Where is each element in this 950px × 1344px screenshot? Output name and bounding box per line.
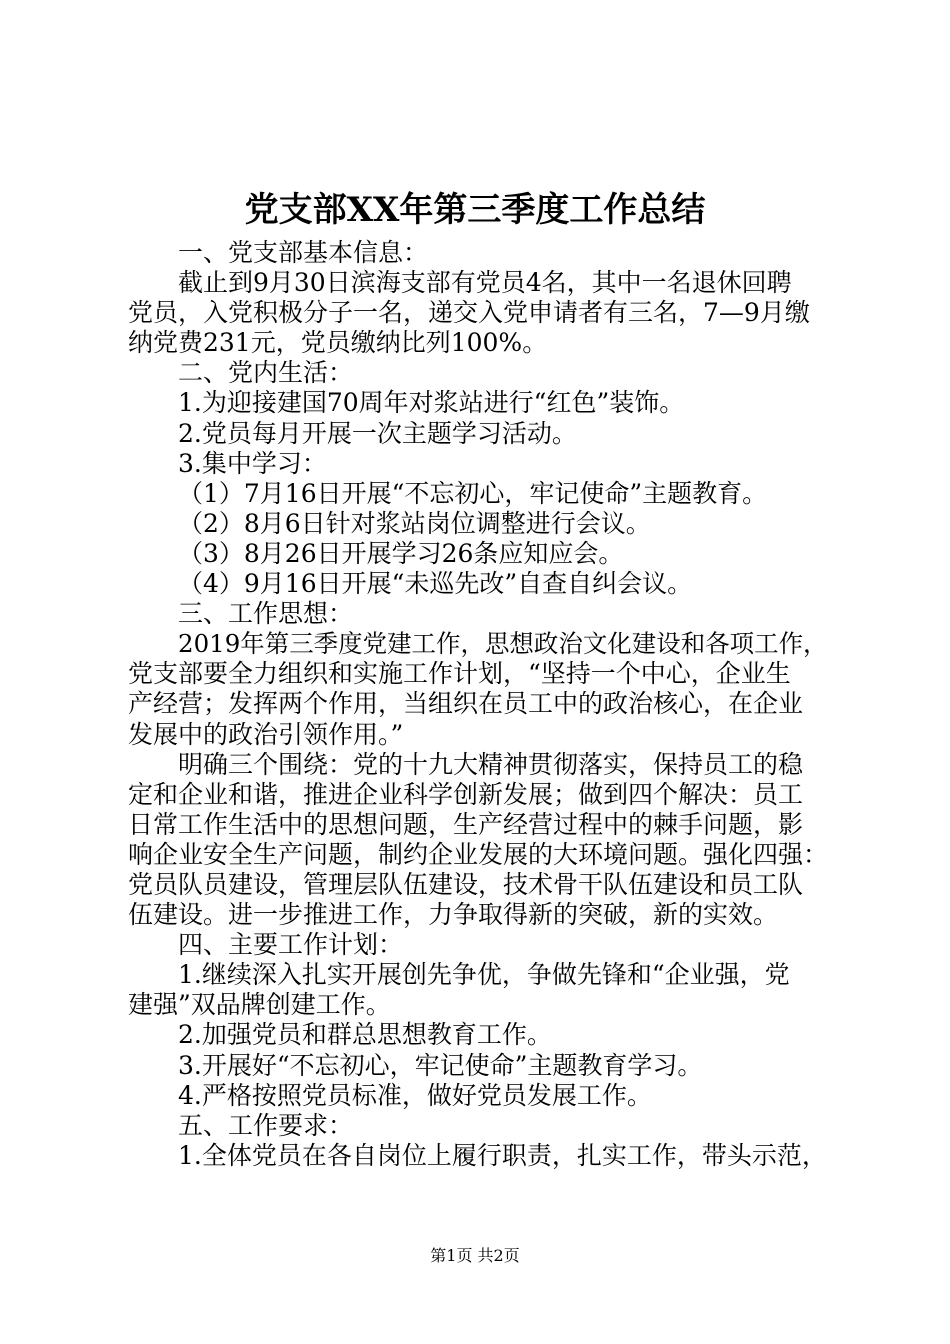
page-footer: 第1页 共2页 bbox=[430, 1246, 520, 1265]
paragraph-line: 五、工作要求： bbox=[178, 1110, 354, 1140]
paragraph-line: 截止到9月30日滨海支部有党员4名，其中一名退休回聘 bbox=[178, 268, 792, 298]
paragraph-line: 2.加强党员和群总思想教育工作。 bbox=[178, 1020, 552, 1050]
paragraph-line: 1.全体党员在各自岗位上履行职责，扎实工作，带头示范， bbox=[178, 1140, 827, 1170]
paragraph-line: （2）8月6日针对浆站岗位调整进行会议。 bbox=[178, 508, 651, 538]
paragraph-line: 明确三个围绕：党的十九大精神贯彻落实，保持员工的稳 bbox=[178, 749, 804, 779]
paragraph-line: 纳党费231元，党员缴纳比列100%。 bbox=[128, 328, 548, 358]
paragraph-line: 3.集中学习： bbox=[178, 448, 327, 478]
paragraph-line: 建强”双品牌创建工作。 bbox=[128, 990, 391, 1020]
document-title: 党支部XX年第三季度工作总结 bbox=[244, 190, 706, 230]
paragraph-line: 党支部要全力组织和实施工作计划，“坚持一个中心，企业生 bbox=[128, 659, 791, 689]
paragraph-line: 一、党支部基本信息： bbox=[178, 238, 429, 267]
paragraph-line: 伍建设。进一步推进工作，力争取得新的突破，新的实效。 bbox=[128, 900, 779, 930]
paragraph-line: 日常工作生活中的思想问题，生产经营过程中的棘手问题，影 bbox=[128, 809, 804, 839]
paragraph-line: （4）9月16日开展“未巡先改”自查自纠会议。 bbox=[178, 569, 693, 599]
paragraph-line: 2.党员每月开展一次主题学习活动。 bbox=[178, 418, 577, 448]
paragraph-line: 发展中的政治引领作用。” bbox=[128, 719, 404, 749]
paragraph-line: 定和企业和谐，推进企业科学创新发展；做到四个解决：员工 bbox=[128, 779, 804, 809]
paragraph-line: （3）8月26日开展学习26条应知应会。 bbox=[178, 538, 624, 568]
paragraph-line: 四、主要工作计划： bbox=[178, 930, 404, 960]
paragraph-line: 3.开展好“不忘初心，牢记使命”主题教育学习。 bbox=[178, 1050, 703, 1080]
paragraph-line: 1.为迎接建国70周年对浆站进行“红色”装饰。 bbox=[178, 388, 685, 418]
paragraph-line: 2019年第三季度党建工作，思想政治文化建设和各项工作， bbox=[178, 629, 828, 659]
paragraph-line: 产经营；发挥两个作用，当组织在员工中的政治核心，在企业 bbox=[128, 689, 804, 719]
paragraph-line: 三、工作思想： bbox=[178, 599, 354, 629]
paragraph-line: 党员队员建设，管理层队伍建设，技术骨干队伍建设和员工队 bbox=[128, 869, 804, 899]
paragraph-line: 二、党内生活： bbox=[178, 358, 354, 388]
paragraph-line: 1.继续深入扎实开展创先争优，争做先锋和“企业强，党 bbox=[178, 960, 790, 990]
paragraph-line: （1）7月16日开展“不忘初心，牢记使命”主题教育。 bbox=[178, 478, 768, 508]
document-body bbox=[128, 238, 828, 1171]
paragraph-line: 响企业安全生产问题，制约企业发展的大环境问题。强化四强： bbox=[128, 839, 829, 869]
paragraph-line: 党员，入党积极分子一名，递交入党申请者有三名，7—9月缴 bbox=[128, 298, 810, 328]
paragraph-line: 4.严格按照党员标准，做好党员发展工作。 bbox=[178, 1080, 652, 1110]
